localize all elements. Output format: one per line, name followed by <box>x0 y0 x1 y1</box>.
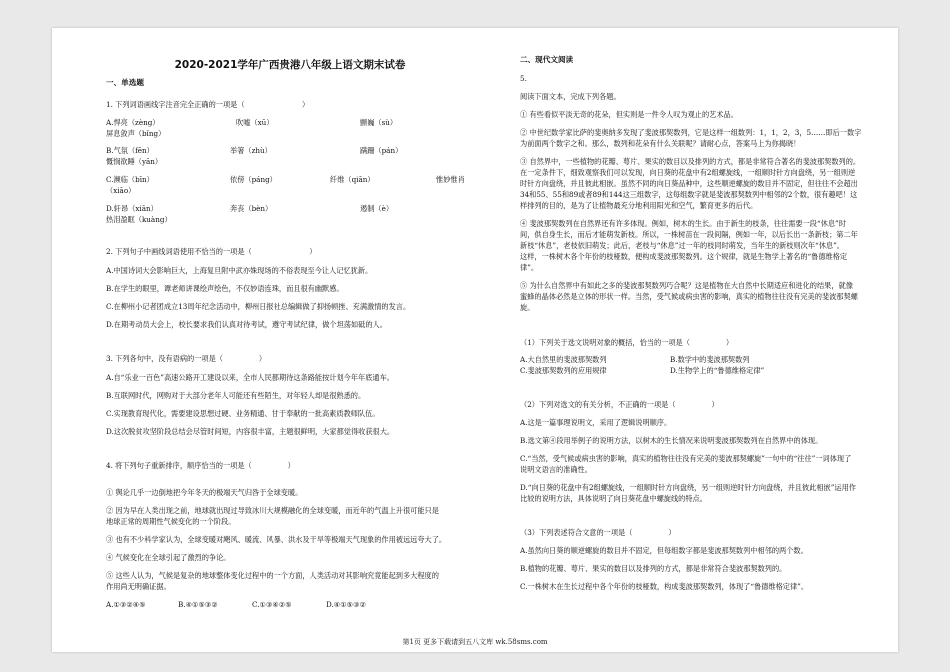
q5-intro: 阅读下面文本，完成下列各题。 <box>520 92 621 101</box>
sub2-option-b: B.选文第④段用举例子的说明方法，以树木的生长情况来说明斐波那契数列在自然界中的体现。 <box>520 436 823 445</box>
sub2-option-c-line-1: C.“当然，受气候或病虫害的影响，真实的植物往往没有完美的斐波那契螺旋”一句中的“往往”一词体现了 <box>520 454 852 463</box>
question-1-stem: 1. 下列词语画线字注音完全正确的一项是（ ） <box>106 100 310 109</box>
q1-option-b-4: 慨悯欲睡（yān） <box>106 157 163 166</box>
q1-option-a-4: 屏息敛声（bǐng） <box>106 129 166 138</box>
passage-para-2-line-2: 为前面两个数字之和。那么，数列和花朵有什么关联呢？请耐心点，答案马上为你揭晓！ <box>520 139 801 148</box>
q3-option-d: D.这次脱贫攻坚阶段总结会尽管时间短，内容很丰富，主题很鲜明，大家都觉得收获很大。 <box>106 427 395 436</box>
question-3-stem: 3. 下列各句中，没有语病的一项是（ ） <box>106 354 267 363</box>
q4-sentence-5-line-2: 作用尚无明确证据。 <box>106 582 171 591</box>
q1-option-d-3: 遏制（è） <box>360 204 394 213</box>
q4-option-d: D.④①⑤③② <box>326 600 367 609</box>
sub2-option-d-line-1: D.“向日葵的花盘中有2组螺旋线，一组顺时针方向盘绕，另一组则逆时针方向盘绕，并且彼此相嵌”运用作 <box>520 483 856 492</box>
q1-option-c-3: 纤维（qiān） <box>330 175 375 184</box>
document-title: 2020-2021学年广西贵港八年级上语文期末试卷 <box>174 59 406 71</box>
q1-option-a-3: 颤巍（sù） <box>360 118 398 127</box>
passage-para-4-line-3: 新枝“休息”，老枝依旧萌发；此后，老枝与“休息”过一年的枝同时萌发，当年生的新枝则次年“休息”。 <box>520 241 844 250</box>
q2-option-b: B.在学生的眼里，谭老师讲课绘声绘色，不仅妙语连珠，而且很有幽默感。 <box>106 284 344 293</box>
question-2-stem: 2. 下列句子中画线词语使用不恰当的一项是（ ） <box>106 247 317 256</box>
q2-option-a: A.中国诗词大会影响巨大，上海复旦附中武亦姝现场的不俗表现至今让人记忆犹新。 <box>106 266 373 275</box>
q3-option-b: B.互联网时代，网购对于大部分老年人可能还有些陌生，对年轻人却是很熟悉的。 <box>106 391 366 400</box>
passage-para-2-line-1: ② 中世纪数学家比萨的斐奥纳多发现了斐波那契数列，它是这样一组数列：1，1，2，3，5……即后一数字 <box>520 128 862 137</box>
q2-option-d: D.在期考动员大会上，校长要求我们认真对待考试，遵守考试纪律，做个坦荡如砥的人。 <box>106 320 387 329</box>
passage-para-5-line-1: ⑤ 为什么自然界中有如此之多的斐波那契数列巧合呢？这是植物在大自然中长期适应和进化的结果，就像 <box>520 281 853 290</box>
sub3-option-a: A.虽然向日葵的顺逆螺旋的数目并不固定，但每组数字都是斐波那契数列中相邻的两个数。 <box>520 546 808 555</box>
subquestion-2-stem: （2）下列对选文的有关分析，不正确的一项是（ ） <box>520 400 719 409</box>
q1-option-b-1: B.气氛（fēn） <box>106 146 154 155</box>
passage-para-5-line-2: 蜜蜂的晶体必然是立体的形状一样。当然，受气候或病虫害的影响，真实的植物往往没有完美的斐波那契螺 <box>520 292 858 301</box>
sub2-option-c-line-2: 说明文语言的准确性。 <box>520 465 592 474</box>
passage-para-4-line-5: 律”。 <box>520 263 539 272</box>
sub1-option-a: A.大自然里的斐波那契数列 <box>520 355 607 364</box>
sub2-option-d-line-2: 比较的说明方法，具体说明了向日葵花盘中螺旋线的特点。 <box>520 494 707 503</box>
sub1-option-b: B.数学中的斐波那契数列 <box>670 355 750 364</box>
passage-para-4-line-2: 间，供自身生长，而后才能萌发新枝。所以，一株树苗在一段间隔，例如一年，以后长出一条新枝；第二年 <box>520 230 858 239</box>
q1-option-c-5: （xiāo） <box>106 186 136 195</box>
sub1-option-c: C.斐波那契数列的应用规律 <box>520 366 607 375</box>
passage-para-1: ① 有些看似平淡无奇的花朵，但实则是一件令人叹为观止的艺术品。 <box>520 110 738 119</box>
exam-page <box>52 28 898 652</box>
q1-option-c-2: 依傍（páng） <box>230 175 277 184</box>
sub2-option-a: A.这是一篇事理说明文，采用了逻辑说明顺序。 <box>520 418 672 427</box>
q1-option-a-1: A.悍亮（zèng） <box>106 118 160 127</box>
q4-sentence-2-line-2: 地球正常的周期性气候变化的一个阶段。 <box>106 517 236 526</box>
q1-option-d-1: D.轩昂（xiān） <box>106 204 158 213</box>
question-5-number: 5. <box>520 74 527 83</box>
q1-option-c-1: C.濒临（bīn） <box>106 175 154 184</box>
passage-para-4-line-4: 这样，一株树木各个年份的枝桠数，便构成斐波那契数列。这个规律，就是生物学上著名的“鲁德维格定 <box>520 252 848 261</box>
q1-option-b-3: 蹒跚（pán） <box>360 146 403 155</box>
q4-option-c: C.①③④②⑤ <box>252 600 292 609</box>
q1-option-d-2: 奔丧（bèn） <box>230 204 273 213</box>
q1-option-b-2: 举箸（zhù） <box>230 146 272 155</box>
q4-sentence-2-line-1: ② 因为早在人类出现之前，地球就出现过导致冰川大规模融化的全球变暖，而近年的气温上升很可能只是 <box>106 506 439 515</box>
passage-para-3-line-4: 34和55、55和89或者89和144这三组数字，这每组数字就是斐波那契数列中相邻的2个数，很有趣吧！这 <box>520 190 858 199</box>
q4-sentence-4: ④ 气候变化在全球引起了激烈的争论。 <box>106 553 231 562</box>
q4-sentence-3: ③ 也有不少科学家认为，全球变暖对飓风、暖流、风暴、洪水及干旱等极端天气现象的作用被远远夸大了。 <box>106 535 447 544</box>
passage-para-3-line-2: 在一定条件下，细致观察我们可以发现，向日葵的花盘中有2组螺旋线，一组顺时针方向盘绕，另一组则逆 <box>520 168 856 177</box>
passage-para-3-line-5: 样排列的目的，是为了让植物最充分地利用阳光和空气，繁育更多的后代。 <box>520 201 758 210</box>
q2-option-c: C.在柳州小记者团成立13周年纪念活动中，柳州日报社总编辑做了抑扬顿挫、充满激情的发言。 <box>106 302 411 311</box>
passage-para-5-line-3: 旋。 <box>520 303 535 312</box>
q4-option-b: B.④①⑤③② <box>178 600 218 609</box>
sub3-option-b: B.植物的花瓣、萼片、果实的数目以及排列的方式，都是非常符合斐波那契数列的。 <box>520 564 787 573</box>
q4-sentence-1: ① 舆论几乎一边倒地把今年冬天的极端天气归咎于全球变暖。 <box>106 488 303 497</box>
q3-option-c: C.实现教育现代化，需要建设思想过硬、业务精通、甘于奉献的一批高素质教师队伍。 <box>106 409 380 418</box>
q1-option-a-2: 吹嘘（xū） <box>236 118 274 127</box>
subquestion-3-stem: （3）下列表述符合文意的一项是（ ） <box>520 528 676 537</box>
question-4-stem: 4. 将下列句子重新排序，顺序恰当的一项是（ ） <box>106 461 295 470</box>
q4-option-a: A.①③②④⑤ <box>106 600 146 609</box>
q3-option-a: A.自“乐业一百色”高速公路开工建设以来，全市人民都期待这条路能按计划今年年底通车。 <box>106 373 394 382</box>
q4-sentence-5-line-1: ⑤ 这些人认为，气候是复杂的地球整体变化过程中的一个方面，人类活动对其影响究竟能起到多大程度的 <box>106 571 439 580</box>
passage-para-3-line-3: 时针方向盘绕，并且彼此相嵌。虽然不同的向日葵品种中，这些顺逆螺旋的数目并不固定，但往往不会超出 <box>520 179 858 188</box>
sub1-option-d: D.生物学上的“鲁德维格定律” <box>670 366 765 375</box>
page-footer: 第1页 更多下载请到五八文库 wk.58sms.com <box>402 638 548 646</box>
q1-option-c-4: 惟妙惟肖 <box>436 175 465 184</box>
passage-para-3-line-1: ③ 自然界中，一些植物的花瓣、萼片、果实的数目以及排列的方式，都是非常符合著名的斐波那契数列的。 <box>520 157 861 166</box>
section-heading-reading: 二、现代文阅读 <box>520 55 574 64</box>
sub3-option-c: C.一株树木在生长过程中各个年份的枝桠数，构成斐波那契数列，体现了“鲁德维格定律”。 <box>520 582 809 591</box>
subquestion-1-stem: （1）下列关于选文说明对象的概括，恰当的一项是（ ） <box>520 338 734 347</box>
passage-para-4-line-1: ④ 斐波那契数列在自然界还有许多体现。例如，树木的生长。由于新生的枝条，往往需要一段“休息”时 <box>520 219 846 228</box>
q1-option-d-4: 热泪盈眶（kuàng） <box>106 215 172 224</box>
section-heading-single-choice: 一、单选题 <box>106 78 144 87</box>
